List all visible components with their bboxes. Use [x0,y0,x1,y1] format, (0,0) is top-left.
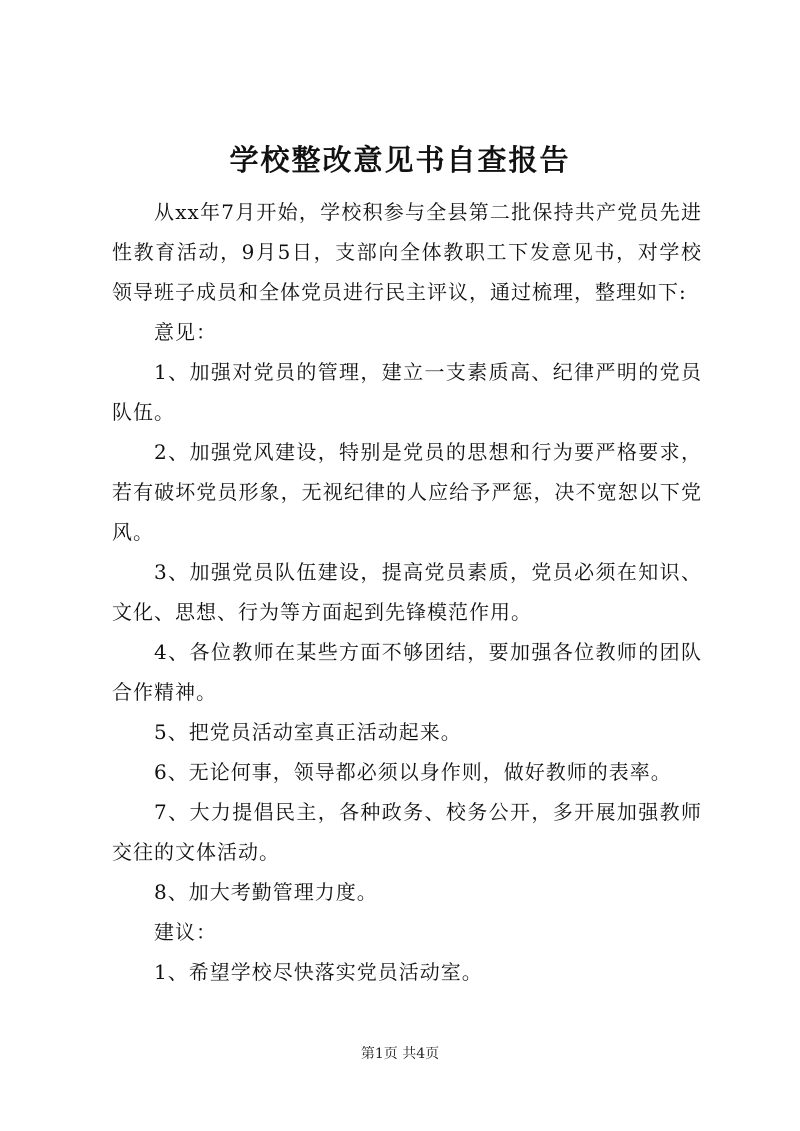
page-footer: 第1页 共4页 [360,1046,440,1062]
suggestions-heading: 建议： [154,920,217,944]
document-title: 学校整改意见书自查报告 [229,143,571,177]
opinion-item-7: 7、大力提倡民主，各种政务、校务公开，多开展加强教师交往的文体活动。 [112,800,702,864]
opinions-heading: 意见： [154,320,217,344]
opinion-item-3: 3、加强党员队伍建设，提高党员素质，党员必须在知识、文化、思想、行为等方面起到先锋模范作用。 [112,560,702,624]
document-body [112,192,702,992]
suggestion-item-1: 1、希望学校尽快落实党员活动室。 [154,960,483,984]
opinion-item-6: 6、无论何事，领导都必须以身作则，做好教师的表率。 [154,760,672,784]
opinion-item-4: 4、各位教师在某些方面不够团结，要加强各位教师的团队合作精神。 [112,640,702,704]
opinion-item-2: 2、加强党风建设，特别是党员的思想和行为要严格要求，若有破坏党员形象，无视纪律的人应给予严惩，决不宽恕以下党风。 [112,440,702,544]
opinion-item-8: 8、加大考勤管理力度。 [154,880,378,904]
opinion-item-1: 1、加强对党员的管理，建立一支素质高、纪律严明的党员队伍。 [112,360,702,424]
opinion-item-5: 5、把党员活动室真正活动起来。 [154,720,462,744]
intro-paragraph: 从xx年7月开始，学校积参与全县第二批保持共产党员先进性教育活动，9月5日，支部向全体教职工下发意见书，对学校领导班子成员和全体党员进行民主评议，通过梳理，整理如下: [112,200,702,304]
